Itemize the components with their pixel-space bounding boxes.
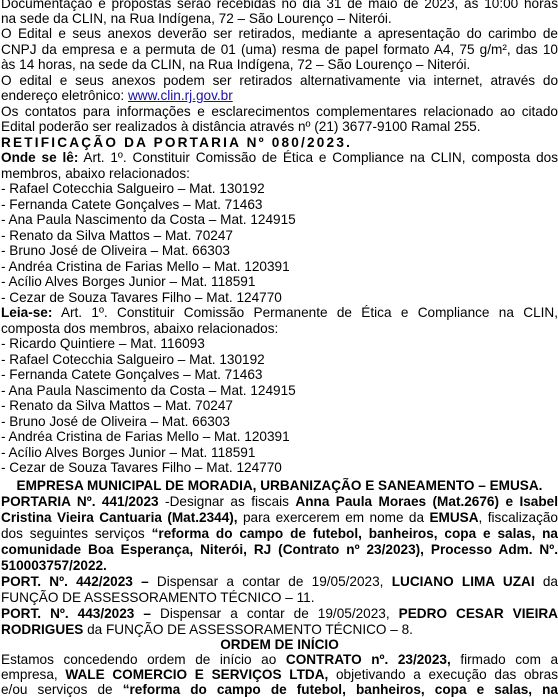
website-link[interactable]: www.clin.rj.gov.br xyxy=(127,88,233,103)
portaria-names: LUCIANO LIMA UZAI xyxy=(391,574,535,589)
text-line xyxy=(0,682,558,697)
portaria-text: -Designar as fiscais xyxy=(158,494,296,509)
leia-label: Leia-se: xyxy=(1,305,53,320)
ordem-text: objetivando a execução das obras xyxy=(328,667,558,682)
portaria-number: PORT. Nº. 443/2023 – xyxy=(1,606,151,621)
list-item: - Andréa Cristina de Farias Mello – Mat. 120391 xyxy=(1,259,290,274)
portaria-text: da xyxy=(534,574,558,589)
ordem-text: empresa, xyxy=(1,667,66,682)
text-line: Os contatos para informações e esclarecimentos complementares relacionado ao citado xyxy=(1,104,558,119)
list-item: - Ana Paula Nascimento da Costa – Mat. 124915 xyxy=(1,212,296,227)
text-line xyxy=(0,510,558,525)
text-line: 510003757/2022. xyxy=(1,558,107,573)
text-line xyxy=(0,652,558,667)
text-line xyxy=(0,88,558,103)
portaria-names: RODRIGUES xyxy=(1,622,84,637)
list-item: - Bruno José de Oliveira – Mat. 66303 xyxy=(1,414,230,429)
portaria-service: “reforma do campo de futebol, banheiros, copa e salas, na xyxy=(151,526,558,541)
contract-number: CONTRATO nº. 23/2023, xyxy=(285,652,451,667)
portaria-names: Anna Paula Moraes (Mat.2676) e Isabel xyxy=(295,494,558,509)
list-item: - Renato da Silva Mattos – Mat. 70247 xyxy=(1,228,233,243)
text-line xyxy=(0,494,558,509)
emusa-heading: EMPRESA MUNICIPAL DE MORADIA, URBANIZAÇÃO E SANEAMENTO – EMUSA. xyxy=(16,478,543,493)
text-line xyxy=(0,667,558,682)
text-line: O Edital e seus anexos deverão ser retirados, mediante a apresentação do carimbo de xyxy=(1,26,558,41)
portaria-names: PEDRO CESAR VIEIRA xyxy=(398,606,558,621)
text-line: comunidade Boa Esperança, Niterói, RJ (Contrato nº 23/2023), Processo Adm. Nº. xyxy=(1,542,558,557)
portaria-text: Dispensar a contar de 19/05/2023, xyxy=(148,574,392,589)
text-line: na sede da CLIN, na Rua Indígena, 72 – São Lourenço – Niterói. xyxy=(1,11,392,26)
retificacao-title: RETIFICAÇÃO DA PORTARIA Nº 080/2023. xyxy=(1,135,353,150)
text-line: CNPJ da empresa e a permuta de 01 (uma) resma de papel formato A4, 75 g/m², das 10 xyxy=(1,42,558,57)
list-item: - Acílio Alves Borges Junior – Mat. 118591 xyxy=(1,274,256,289)
leia-text: Art. 1º. Constituir Comissão Permanente de Ética e Compliance na CLIN, xyxy=(52,305,558,320)
text-line: composta dos membros, abaixo relacionados: xyxy=(1,321,279,336)
list-item: - Andréa Cristina de Farias Mello – Mat. 120391 xyxy=(1,429,290,444)
text-line: Documentação e propostas serão recebidas no dia 31 de maio de 2023, às 10:00 horas xyxy=(1,0,558,11)
text-line xyxy=(0,606,558,621)
text-line xyxy=(0,150,558,165)
portaria-org: EMUSA xyxy=(429,510,479,525)
link-prefix: endereço eletrônico: xyxy=(1,88,128,103)
portaria-number: PORTARIA Nº. 441/2023 xyxy=(1,494,159,509)
onde-text: Art. 1º. Constituir Comissão de Ética e Compliance na CLIN, composta dos xyxy=(78,150,558,165)
list-item: - Acílio Alves Borges Junior – Mat. 118591 xyxy=(1,445,256,460)
list-item: - Rafael Cotecchia Salgueiro – Mat. 130192 xyxy=(1,352,265,367)
list-item: - Fernanda Catete Gonçalves – Mat. 71463 xyxy=(1,367,263,382)
portaria-text: da FUNÇÃO DE ASSESSORAMENTO TÉCNICO – 8. xyxy=(83,622,413,637)
ordem-service: “reforma do campo de futebol, banheiros, copa e salas, na xyxy=(122,682,558,697)
list-item: - Ana Paula Nascimento da Costa – Mat. 124915 xyxy=(1,383,296,398)
portaria-number: PORT. Nº. 442/2023 – xyxy=(1,574,149,589)
onde-label: Onde se lê: xyxy=(1,150,79,165)
text-line: FUNÇÃO DE ASSESSORAMENTO TÉCNICO – 11. xyxy=(1,590,315,605)
list-item: - Bruno José de Oliveira – Mat. 66303 xyxy=(1,243,230,258)
ordem-text: e/ou serviços de xyxy=(1,682,123,697)
portaria-text: Dispensar a contar de 19/05/2023, xyxy=(150,606,399,621)
text-line xyxy=(0,305,558,320)
list-item: - Ricardo Quintiere – Mat. 116093 xyxy=(1,336,205,351)
portaria-names: Cristina Vieira Cantuaria (Mat.2344), xyxy=(1,510,238,525)
list-item: - Cezar de Souza Tavares Filho – Mat. 124770 xyxy=(1,290,282,305)
text-line: às 14 horas, na sede da CLIN, na Rua Indígena, 72 – São Lourenço – Niterói. xyxy=(1,57,471,72)
list-item: - Fernanda Catete Gonçalves – Mat. 71463 xyxy=(1,197,263,212)
text-line xyxy=(0,526,558,541)
company-name: WALE COMERCIO E SERVIÇOS LTDA, xyxy=(65,667,329,682)
text-line xyxy=(0,574,558,589)
portaria-text: dos seguintes serviços xyxy=(1,526,152,541)
ordem-text: Estamos concedendo ordem de início ao xyxy=(1,652,286,667)
portaria-text: , fiscalização xyxy=(478,510,558,525)
text-line: membros, abaixo relacionados: xyxy=(1,166,190,181)
list-item: - Renato da Silva Mattos – Mat. 70247 xyxy=(1,398,233,413)
text-line xyxy=(0,622,558,637)
text-line: O edital e seus anexos podem ser retirados alternativamente via internet, através do xyxy=(1,73,558,88)
list-item: - Cezar de Souza Tavares Filho – Mat. 124770 xyxy=(1,460,282,475)
portaria-text: para exercerem em nome da xyxy=(237,510,430,525)
ordem-inicio-heading: ORDEM DE INÍCIO xyxy=(220,637,339,652)
list-item: - Rafael Cotecchia Salgueiro – Mat. 130192 xyxy=(1,181,265,196)
ordem-text: firmado com a xyxy=(450,652,558,667)
text-line: Edital poderão ser realizados à distância através nº (21) 3677-9100 Ramal 255. xyxy=(1,119,481,134)
